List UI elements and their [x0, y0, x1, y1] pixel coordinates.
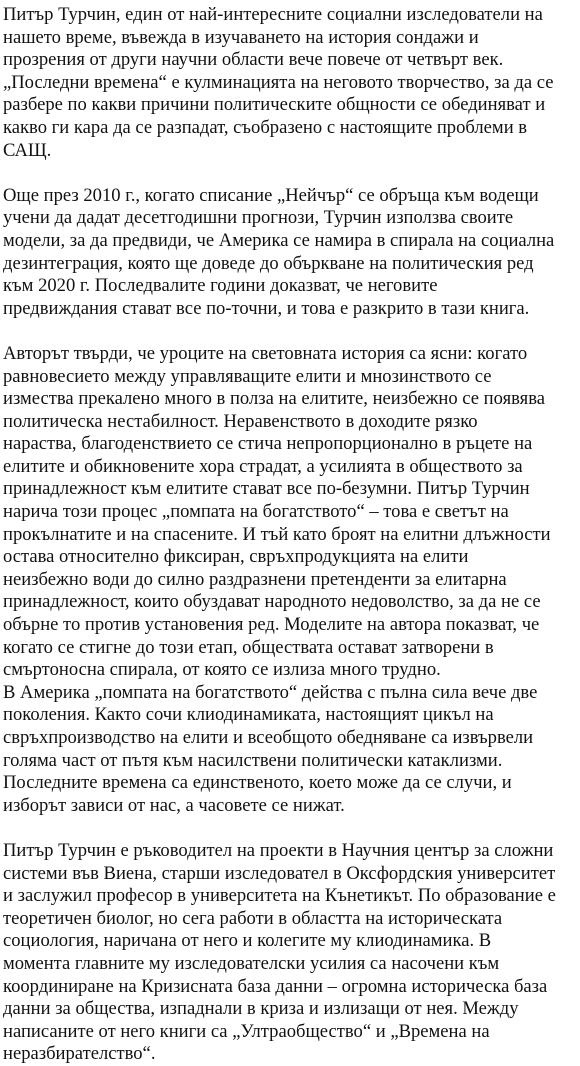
text-line: измества прекалено много в полза на елитите, неизбежно се появява	[3, 388, 545, 410]
paragraph-author-bio	[3, 840, 579, 1066]
text-line: „Последни времена“ е кулминацията на неговото творчество, за да се	[3, 71, 554, 93]
text-line: смъртоносна спирала, от която се излиза много трудно.	[3, 659, 441, 681]
paragraph-spacer	[3, 320, 579, 343]
text-line: учени да дадат десетгодишни прогнози, Турчин използва своите	[3, 207, 514, 229]
text-line: Още през 2010 г., когато списание „Нейчър“ се обръща към водещи	[3, 184, 539, 206]
text-line: прозрения от други научни области вече повече от четвърт век.	[3, 49, 504, 71]
text-line: когато се стигне до този етап, обществата остават затворени в	[3, 636, 494, 658]
text-line: прокълнатите и на спасените. И тъй като броят на елитни длъжности	[3, 523, 551, 545]
paragraph-spacer	[3, 162, 579, 185]
text-line: дезинтеграция, която ще доведе до объркване на политическия ред	[3, 252, 534, 274]
text-line: момента главните му изследователски усилия са насочени към	[3, 952, 500, 974]
text-line: В Америка „помпата на богатството“ действа с пълна сила вече две	[3, 681, 538, 703]
text-line: обърне то против установения ред. Моделите на автора показват, че	[3, 614, 540, 636]
paragraph-spacer	[3, 817, 579, 840]
text-line: към 2020 г. Последвалите години доказват, че неговите	[3, 275, 438, 297]
text-line: данни за общества, изпаднали в криза и излизащи от нея. Между	[3, 998, 519, 1020]
text-line: социология, наричана от него и колегите му клиодинамика. В	[3, 930, 492, 952]
text-line: остава относително фиксиран, свръхпродукцията на елити	[3, 546, 469, 568]
paragraph-author-thesis	[3, 343, 579, 817]
text-line: Последните времена са единственото, което може да се случи, и	[3, 772, 512, 794]
text-line: поколения. Както сочи клиодинамиката, настоящият цикъл на	[3, 704, 494, 726]
text-line: нарича този процес „помпата на богатството“ – това е светът на	[3, 501, 509, 523]
text-line: модели, за да предвиди, че Америка се намира в спирала на социална	[3, 229, 555, 251]
text-line: равновесието между управляващите елити и мнозинството се	[3, 365, 492, 387]
text-line: голяма част от пътя към насилствени политически катаклизми.	[3, 749, 503, 771]
text-line: написаните от него книги са „Ултраобщество“ и „Времена на	[3, 1020, 490, 1042]
text-line: САЩ.	[3, 139, 52, 161]
text-line: принадлежност към елитите стават все по-безумни. Питър Турчин	[3, 478, 530, 500]
text-line: координиране на Кризисната база данни – огромна историческа база	[3, 975, 548, 997]
text-line: неразбирателство“.	[3, 1043, 156, 1065]
text-line: Питър Турчин, един от най-интересните социални изследователи на	[3, 4, 543, 25]
text-line: Авторът твърди, че уроците на световната история са ясни: когато	[3, 342, 528, 364]
text-line: елитите и обикновените хора страдат, а усилията в обществото за	[3, 455, 523, 477]
text-line: Питър Турчин е ръководител на проекти в Научния център за сложни	[3, 839, 554, 861]
text-line: политическа нестабилност. Неравенството в доходите рязко	[3, 410, 478, 432]
paragraph-intro	[3, 4, 579, 162]
text-line: неизбежно води до силно раздразнени претенденти за елитарна	[3, 568, 507, 590]
text-line: какво ги кара да се разпадат, съобразено с настоящите проблеми в	[3, 116, 528, 138]
text-line: нараства, благоденствието се стича непропорционално в ръцете на	[3, 433, 533, 455]
text-line: разбере по какви причини политическите общности се обединяват и	[3, 94, 546, 116]
text-line: принадлежност, които обуздават народното недоволство, за да не се	[3, 591, 541, 613]
text-line: системи във Виена, старши изследовател в Оксфордския университет	[3, 862, 556, 884]
text-line: изборът зависи от нас, а часовете се нижат.	[3, 794, 345, 816]
text-line: и заслужил професор в университета на Кънетикът. По образование е	[3, 885, 556, 907]
text-line: нашето време, въвежда в изучаването на история сондажи и	[3, 26, 479, 48]
text-line: свръхпроизводство на елити и всеобщото обедняване са извървели	[3, 727, 534, 748]
text-line: теоретичен биолог, но сега работи в областта на историческата	[3, 907, 503, 929]
document-page	[3, 4, 579, 1066]
paragraph-nature-forecast	[3, 185, 579, 321]
text-line: предвиждания стават все по-точни, и това е разкрито в тази книга.	[3, 297, 530, 319]
